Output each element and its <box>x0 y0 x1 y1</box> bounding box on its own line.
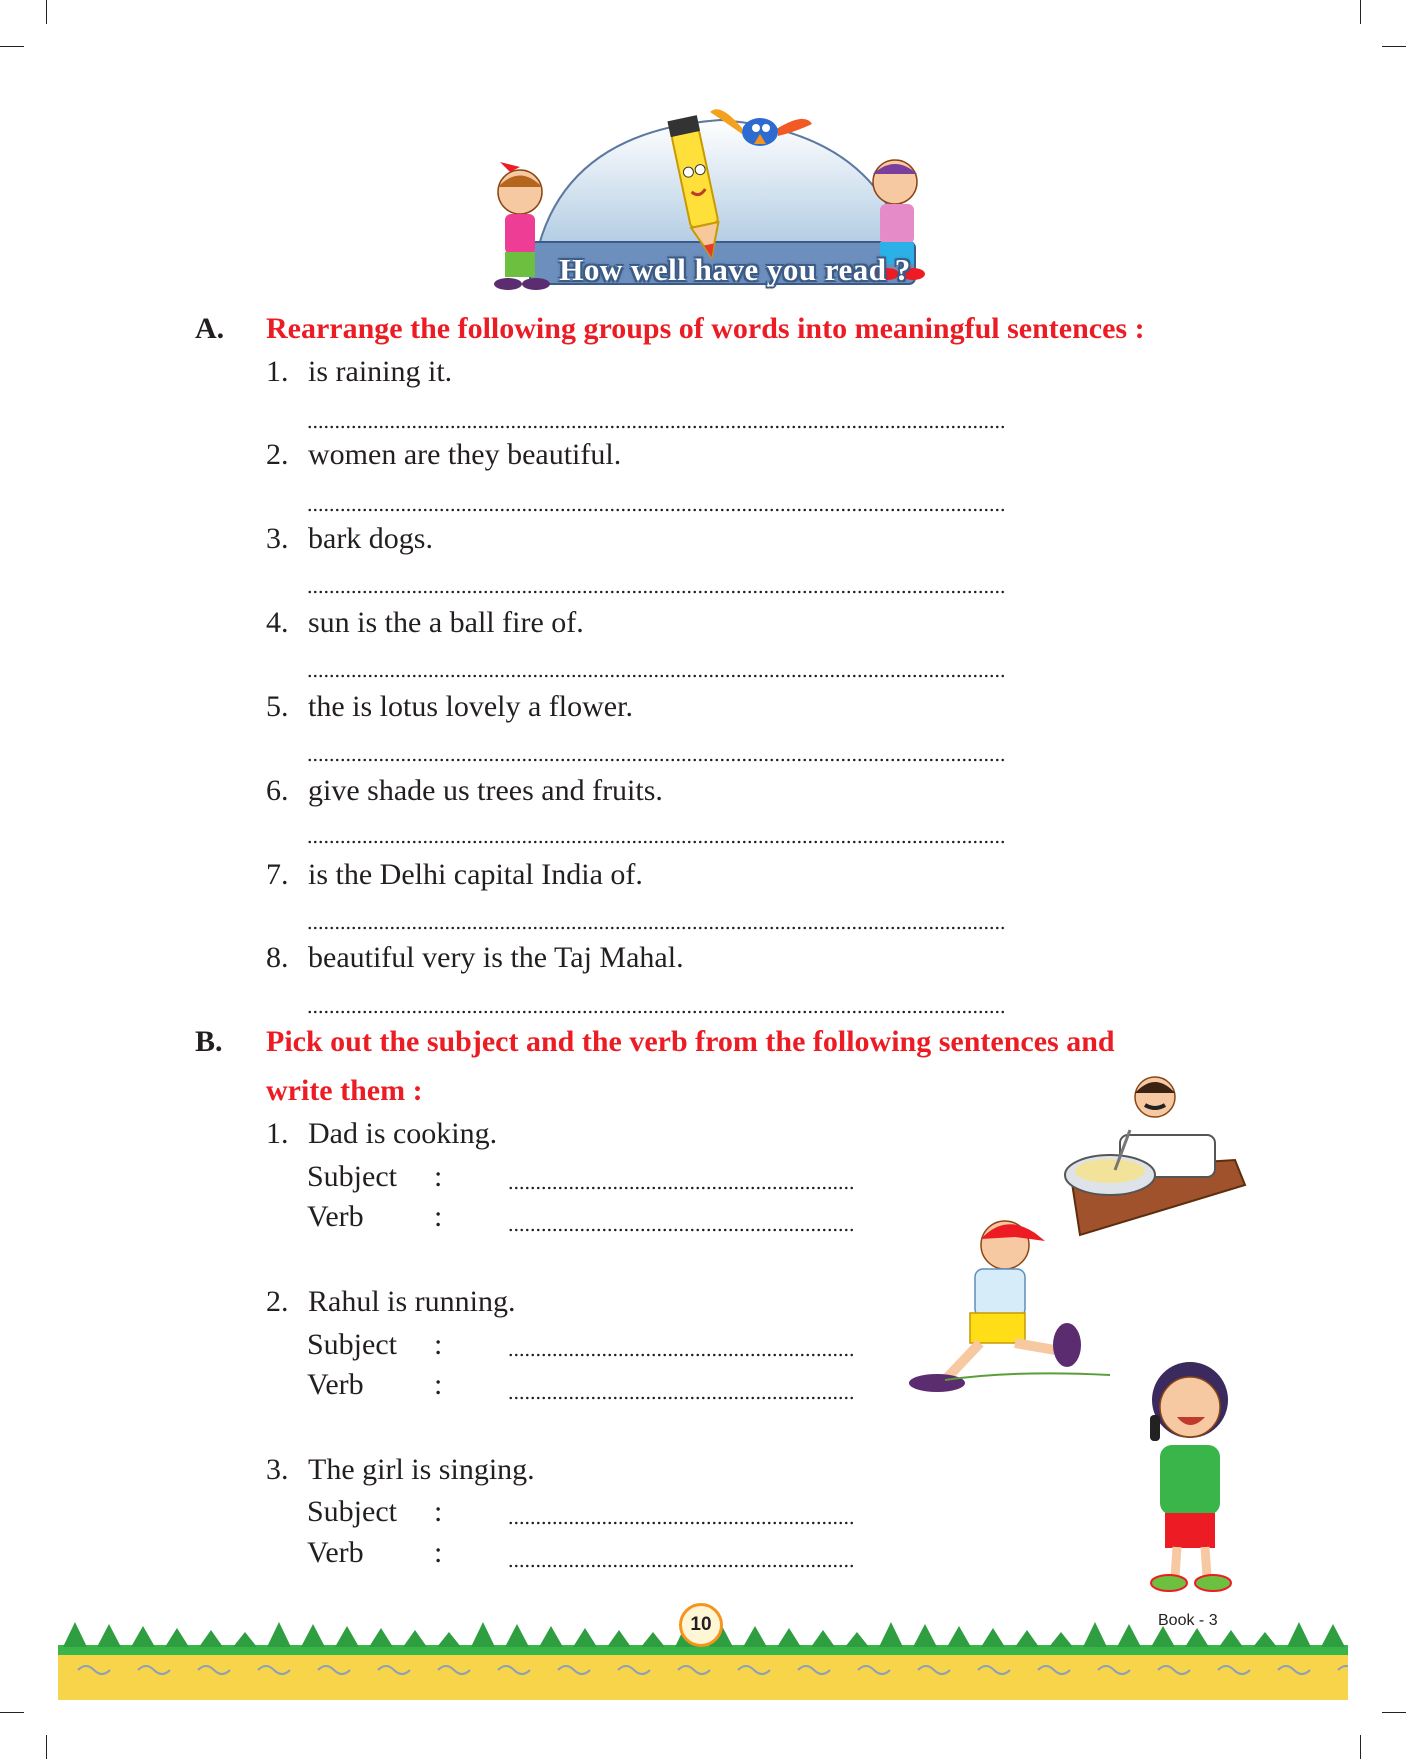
item-text: Rahul is running. <box>308 1285 516 1318</box>
item-number: 8. <box>266 941 289 974</box>
list-item <box>266 1285 516 1319</box>
boy-running-illustration <box>895 1205 1120 1400</box>
list-item <box>266 1117 497 1151</box>
list-item <box>266 941 684 975</box>
item-number: 1. <box>266 355 289 388</box>
tree-shape <box>233 1632 257 1647</box>
tree-shape <box>845 1632 869 1647</box>
tree-shape <box>1117 1624 1141 1647</box>
item-number: 3. <box>266 522 289 555</box>
tree-shape <box>131 1626 155 1647</box>
answer-line[interactable] <box>307 840 1005 844</box>
subject-label: Subject <box>307 1495 397 1528</box>
tree-shape <box>607 1630 631 1647</box>
crop-mark <box>1382 46 1406 47</box>
tree-shape <box>335 1626 359 1647</box>
item-text: give shade us trees and fruits. <box>308 774 663 807</box>
crop-mark <box>1360 1735 1361 1759</box>
subject-label: Subject <box>307 1328 397 1361</box>
item-number: 2. <box>266 1285 289 1318</box>
tree-shape <box>471 1622 495 1647</box>
verb-label: Verb <box>307 1368 364 1401</box>
subject-answer-line[interactable] <box>508 1186 854 1190</box>
subject-label: Subject <box>307 1160 397 1193</box>
tree-shape <box>1083 1622 1107 1647</box>
item-number: 6. <box>266 774 289 807</box>
list-item <box>266 355 452 389</box>
colon: : <box>434 1200 443 1233</box>
list-item <box>266 858 643 892</box>
colon: : <box>434 1495 443 1528</box>
subject-answer-line[interactable] <box>508 1521 854 1525</box>
answer-line[interactable] <box>307 590 1005 594</box>
tree-shape <box>879 1622 903 1647</box>
tree-shape <box>1219 1630 1243 1647</box>
item-text: bark dogs. <box>308 522 433 555</box>
list-item <box>266 522 433 556</box>
tree-shape <box>437 1632 461 1647</box>
colon: : <box>434 1368 443 1401</box>
tree-shape <box>641 1632 665 1647</box>
verb-answer-line[interactable] <box>508 1228 854 1232</box>
item-text: women are they beautiful. <box>308 438 622 471</box>
item-text: Dad is cooking. <box>308 1117 498 1150</box>
crop-mark <box>0 1712 24 1713</box>
item-text: is raining it. <box>308 355 453 388</box>
colon: : <box>434 1160 443 1193</box>
item-text: sun is the a ball fire of. <box>308 606 584 639</box>
colon: : <box>434 1328 443 1361</box>
girl-singing-illustration <box>1125 1355 1255 1595</box>
section-a-letter: A. <box>195 312 225 345</box>
tree-shape <box>1049 1632 1073 1647</box>
tree-shape <box>913 1624 937 1647</box>
section-b-title-line2: write them : <box>266 1074 423 1107</box>
book-label: Book - 3 <box>1158 1612 1218 1629</box>
tree-shape <box>1253 1632 1277 1647</box>
answer-line[interactable] <box>307 508 1005 512</box>
crop-mark <box>1360 0 1361 24</box>
answer-line[interactable] <box>307 926 1005 930</box>
section-b-title-line1: Pick out the subject and the verb from the following sentences and <box>266 1025 1115 1058</box>
answer-line[interactable] <box>307 1010 1005 1014</box>
item-number: 7. <box>266 858 289 891</box>
verb-answer-line[interactable] <box>508 1396 854 1400</box>
list-item <box>266 690 633 724</box>
item-number: 2. <box>266 438 289 471</box>
list-item <box>266 606 584 640</box>
crop-mark <box>46 0 47 24</box>
answer-line[interactable] <box>307 674 1005 678</box>
item-number: 5. <box>266 690 289 723</box>
tree-shape <box>97 1624 121 1647</box>
tree-shape <box>947 1626 971 1647</box>
tree-shape <box>1321 1624 1345 1647</box>
list-item <box>266 774 663 808</box>
tree-shape <box>1015 1630 1039 1647</box>
tree-shape <box>403 1630 427 1647</box>
section-b-letter: B. <box>195 1025 223 1058</box>
tree-shape <box>1185 1628 1209 1647</box>
item-text: the is lotus lovely a flower. <box>308 690 633 723</box>
item-text: is the Delhi capital India of. <box>308 858 643 891</box>
answer-line[interactable] <box>307 425 1005 429</box>
tree-shape <box>981 1628 1005 1647</box>
item-number: 1. <box>266 1117 289 1150</box>
subject-answer-line[interactable] <box>508 1353 854 1357</box>
item-number: 3. <box>266 1453 289 1486</box>
verb-answer-line[interactable] <box>508 1564 854 1568</box>
section-a-title: Rearrange the following groups of words into meaningful sentences : <box>266 312 1145 345</box>
colon: : <box>434 1536 443 1569</box>
tree-shape <box>165 1628 189 1647</box>
tree-shape <box>505 1624 529 1647</box>
item-number: 4. <box>266 606 289 639</box>
tree-shape <box>811 1630 835 1647</box>
list-item <box>266 1453 535 1487</box>
banner-title: How well have you read ? <box>559 252 911 287</box>
tree-shape <box>777 1628 801 1647</box>
crop-mark <box>46 1735 47 1759</box>
list-item <box>266 438 621 472</box>
tree-shape <box>267 1622 291 1647</box>
tree-shape <box>743 1626 767 1647</box>
crop-mark <box>0 46 24 47</box>
tree-shape <box>573 1628 597 1647</box>
tree-shape <box>63 1622 87 1647</box>
item-text: The girl is singing. <box>308 1453 535 1486</box>
tree-shape <box>369 1628 393 1647</box>
tree-shape <box>199 1630 223 1647</box>
verb-label: Verb <box>307 1200 364 1233</box>
tree-shape <box>301 1624 325 1647</box>
answer-line[interactable] <box>307 758 1005 762</box>
item-text: beautiful very is the Taj Mahal. <box>308 941 684 974</box>
tree-shape <box>539 1626 563 1647</box>
tree-shape <box>1287 1622 1311 1647</box>
crop-mark <box>1382 1712 1406 1713</box>
verb-label: Verb <box>307 1536 364 1569</box>
page-number: 10 <box>690 1614 712 1635</box>
